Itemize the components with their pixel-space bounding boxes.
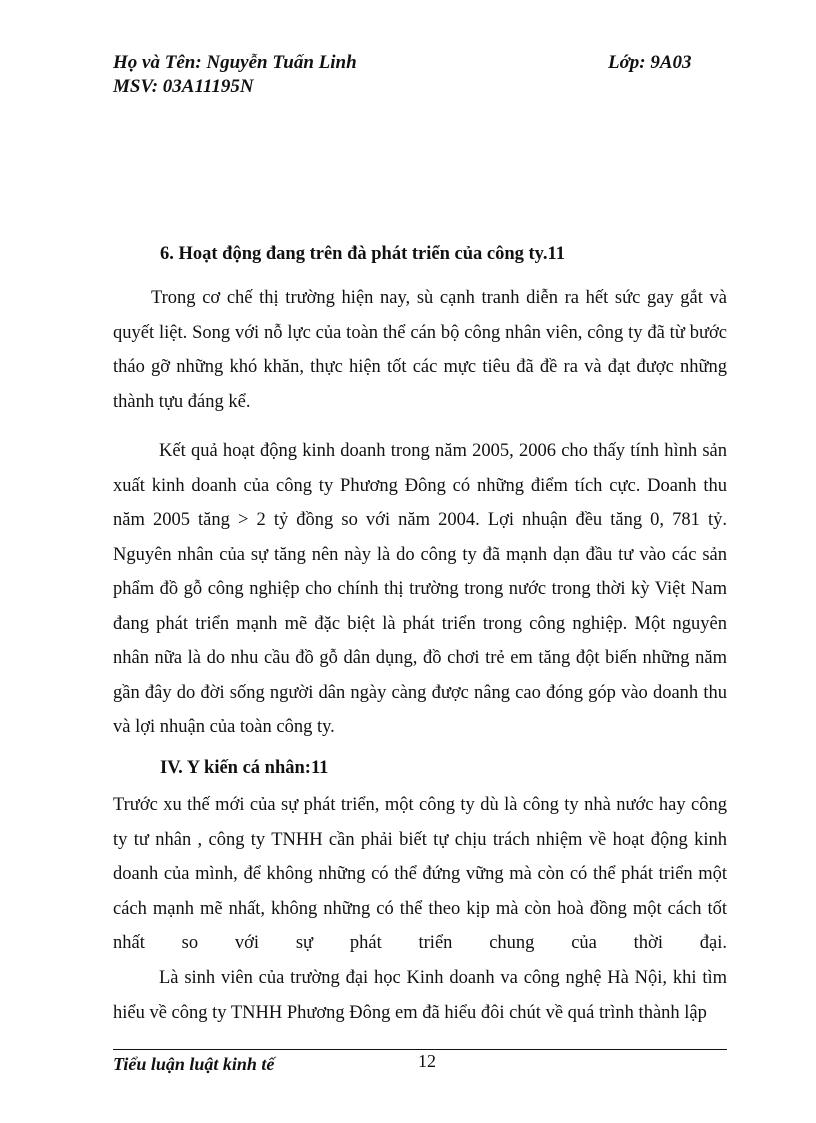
section-4-paragraph-2: Là sinh viên của trường đại học Kinh doanh va công nghệ Hà Nội, khi tìm hiểu về công ty TNHH Phương Đông em đã hiểu đôi chút về quá trình thành lập	[113, 968, 727, 1023]
header-name: Họ và Tên: Nguyễn Tuấn Linh	[113, 52, 357, 73]
section-4-heading: IV. Y kiến cá nhân:11	[160, 758, 329, 778]
header-student-id: MSV: 03A11195N	[113, 76, 254, 97]
page-number: 12	[418, 1051, 436, 1071]
section-6-paragraph-2: Kết quả hoạt động kinh doanh trong năm 2005, 2006 cho thấy tính hình sản xuất kinh doanh của công ty Phương Đông có những điểm tích cực. Doanh thu năm 2005 tăng > 2 tỷ đồng so với năm 2004. Lợi nhuận đều tăng 0, 781 tỷ. Nguyên nhân của sự tăng nên này là do công ty đã mạnh dạn đầu tư vào các sản phẩm đồ gỗ công nghiệp cho chính thị trường trong nước trong thời kỳ Việt Nam đang phát triển mạnh mẽ đặc biệt là phát triển trong công nghiệp. Một nguyên nhân nữa là do nhu cầu đồ gỗ dân dụng, đồ chơi trẻ em tăng đột biến những năm gần đây do đời sống người dân ngày càng được nâng cao đóng góp vào doanh thu và lợi nhuận của toàn công ty.	[113, 441, 727, 737]
section-6-paragraph-1: Trong cơ chế thị trường hiện nay, sù cạnh tranh diễn ra hết sức gay gắt và quyết liệt. Song với nỗ lực của toàn thể cán bộ công nhân viên, công ty đã từ bước tháo gỡ những khó khăn, thực hiện tốt các mực tiêu đã đề ra và đạt được những thành tựu đáng kể.	[113, 288, 727, 412]
header-class: Lớp: 9A03	[608, 52, 692, 73]
footer-divider	[113, 1049, 727, 1050]
section-4-paragraph-1: Trước xu thế mới của sự phát triển, một công ty dù là công ty nhà nước hay công ty tư nhân , công ty TNHH cần phải biết tự chịu trách nhiệm về hoạt động kinh doanh của mình, để không những có thể đứng vững mà còn có thể phát triển một cách mạnh mẽ nhất, không những có thể theo kịp mà còn hoà đồng một cách tốt nhất so với sự phát triển chung của thời đại.	[113, 795, 727, 953]
section-6-heading: 6. Hoạt động đang trên đà phát triển của công ty.11	[160, 244, 565, 264]
footer-title: Tiểu luận luật kinh tế	[113, 1054, 275, 1074]
